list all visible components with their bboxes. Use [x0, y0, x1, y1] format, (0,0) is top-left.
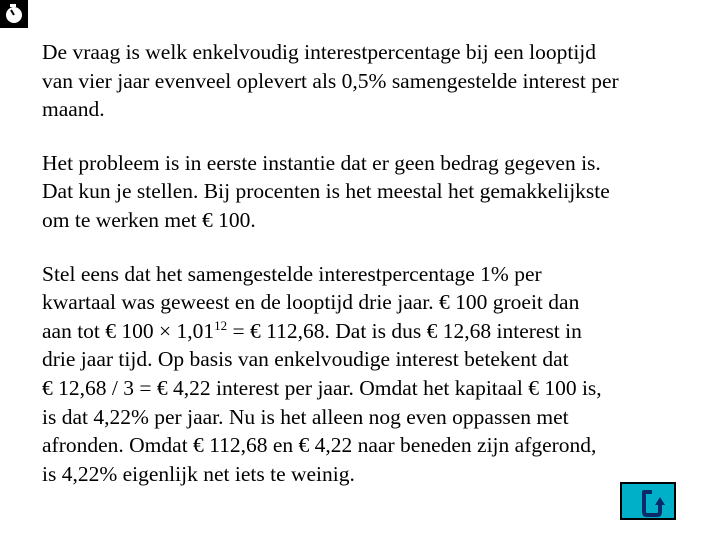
- text-line: maand.: [42, 97, 105, 122]
- paragraph-example: [42, 260, 702, 489]
- timer-icon: [0, 0, 28, 28]
- text-line: kwartaal was geweest en de looptijd drie jaar. € 100 groeit dan: [42, 290, 580, 315]
- formula-before: aan tot € 100 × 1,01: [42, 318, 215, 343]
- formula-after: = € 112,68. Dat is dus € 12,68 interest in: [227, 318, 582, 343]
- text-line: afronden. Omdat € 112,68 en € 4,22 naar beneden zijn afgerond,: [42, 433, 597, 458]
- paragraph-question: [42, 38, 702, 124]
- text-line: is 4,22% eigenlijk net iets te weinig.: [42, 461, 355, 486]
- formula-line: [42, 317, 702, 346]
- return-arrow-icon: [622, 484, 674, 518]
- text-line: om te werken met € 100.: [42, 207, 256, 232]
- text-line: Stel eens dat het samengestelde interestpercentage 1% per: [42, 261, 542, 286]
- text-line: € 12,68 / 3 = € 4,22 interest per jaar. Omdat het kapitaal € 100 is,: [42, 375, 602, 400]
- text-line: van vier jaar evenveel oplevert als 0,5% samengestelde interest per: [42, 68, 619, 93]
- text-line: De vraag is welk enkelvoudig interestpercentage bij een looptijd: [42, 40, 597, 64]
- paragraph-problem: [42, 149, 702, 235]
- text-content: [42, 38, 702, 488]
- text-line: is dat 4,22% per jaar. Nu is het alleen nog even oppassen met: [42, 404, 569, 429]
- formula-exponent: 12: [214, 317, 228, 333]
- text-line: drie jaar tijd. Op basis van enkelvoudige interest betekent dat: [42, 347, 569, 372]
- text-line: Het probleem is in eerste instantie dat er geen bedrag gegeven is.: [42, 150, 601, 175]
- return-button[interactable]: [620, 482, 676, 520]
- text-line: Dat kun je stellen. Bij procenten is het meestal het gemakkelijkste: [42, 179, 610, 204]
